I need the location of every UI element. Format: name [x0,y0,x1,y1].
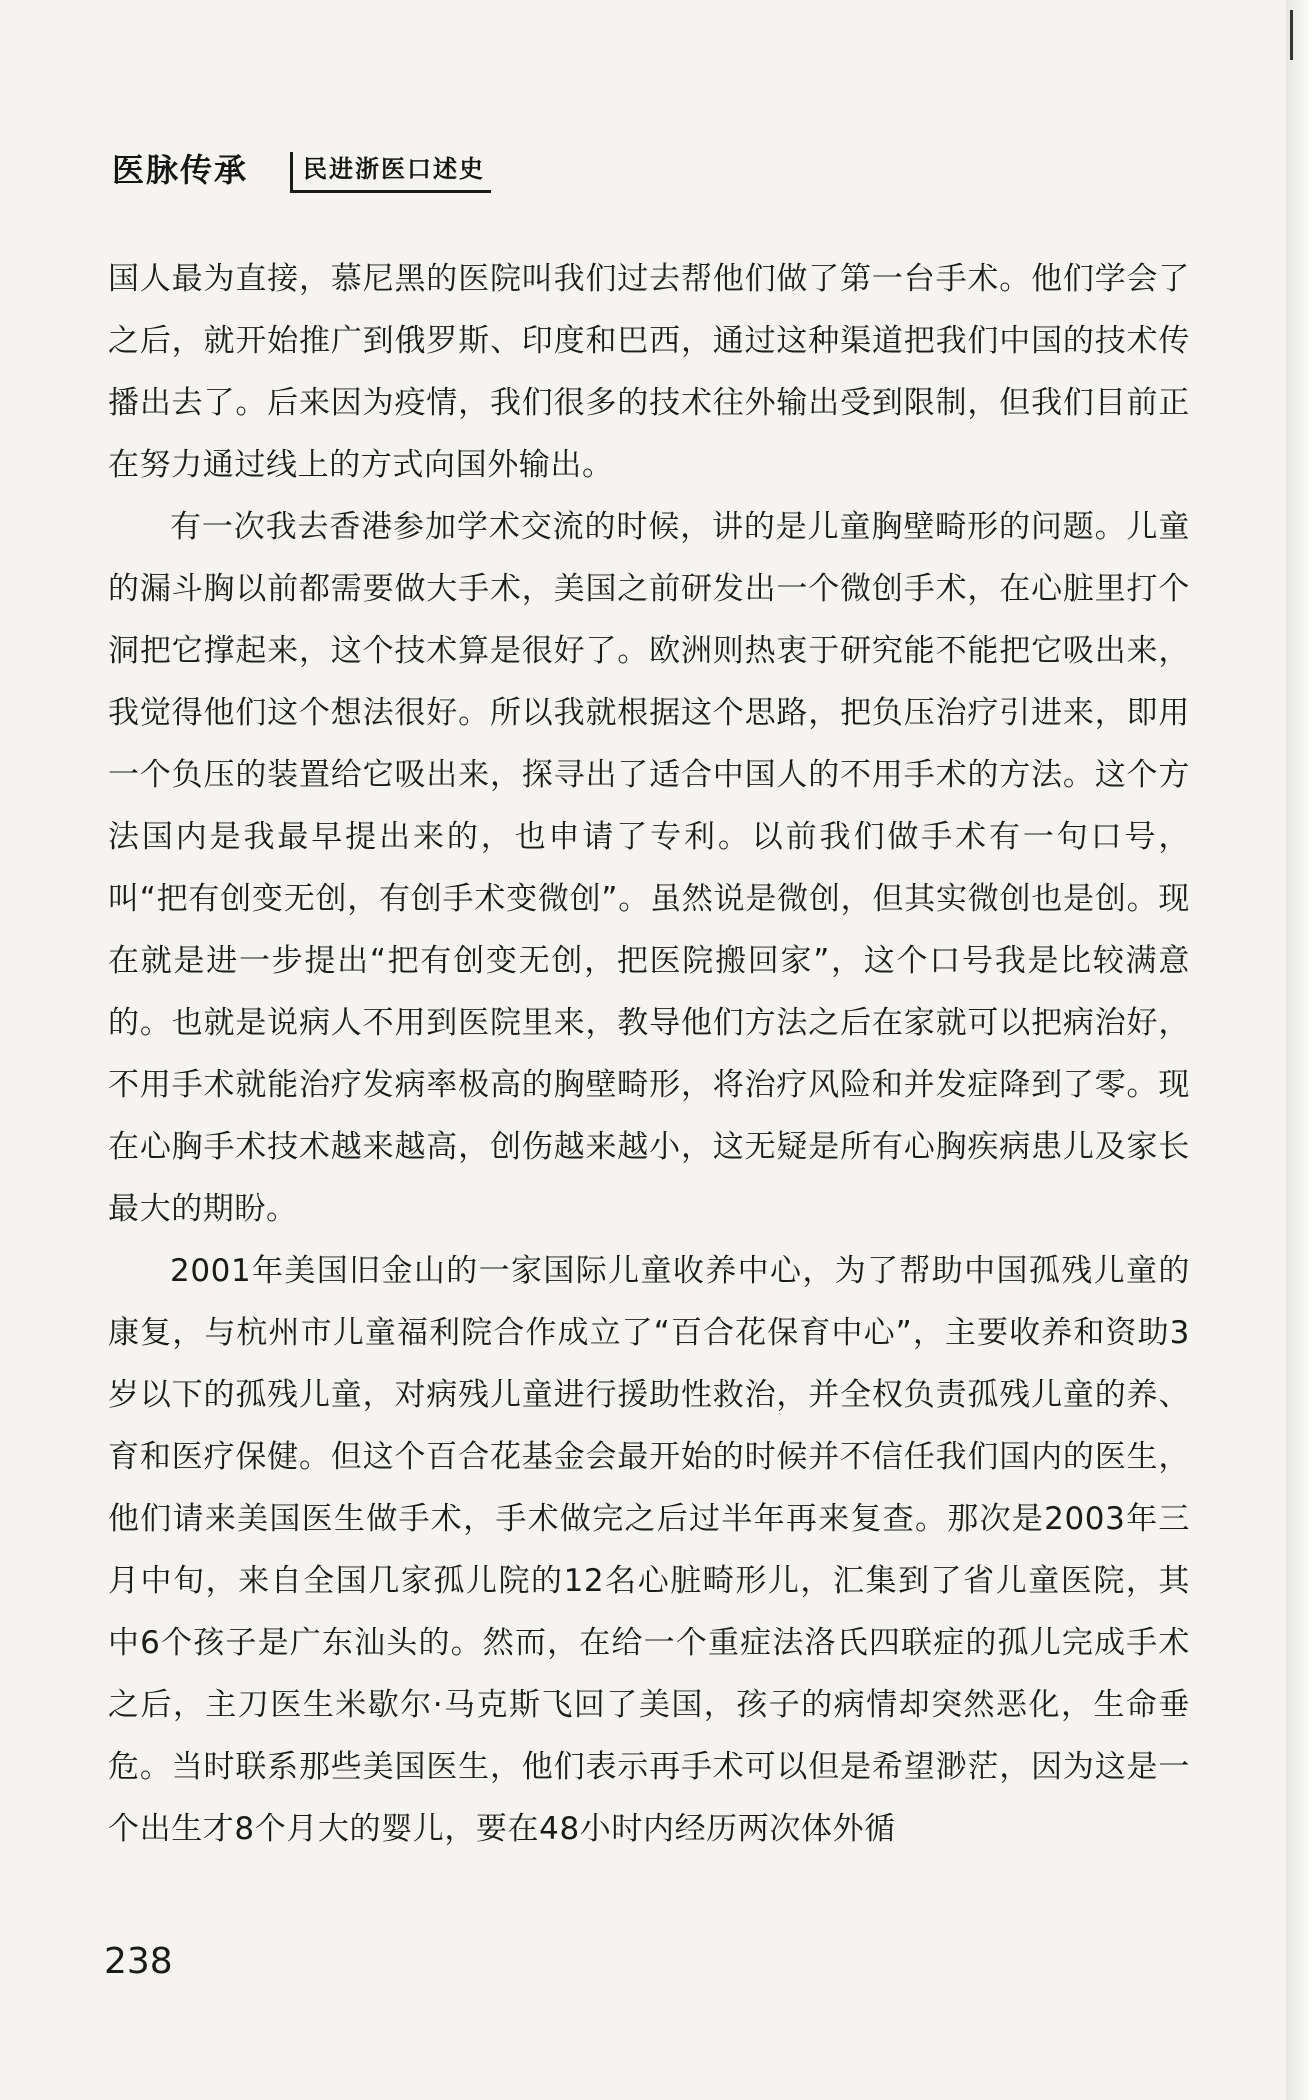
book-title: 医脉传承 [112,151,249,189]
edge-mark [1290,10,1293,60]
body-text [108,248,1190,1860]
paragraph-2: 有一次我去香港参加学术交流的时候，讲的是儿童胸壁畸形的问题。儿童的漏斗胸以前都需要做大手术，美国之前研发出一个微创手术，在心脏里打个洞把它撑起来，这个技术算是很好了。欧洲则热衷于研究能不能把它吸出来，我觉得他们这个想法很好。所以我就根据这个思路，把负压治疗引进来，即用一个负压的装置给它吸出来，探寻出了适合中国人的不用手术的方法。这个方法国内是我最早提出来的，也申请了专利。以前我们做手术有一句口号，叫“把有创变无创，有创手术变微创”。虽然说是微创，但其实微创也是创。现在就是进一步提出“把有创变无创，把医院搬回家”，这个口号我是比较满意的。也就是说病人不用到医院里来，教导他们方法之后在家就可以把病治好，不用手术就能治疗发病率极高的胸壁畸形，将治疗风险和并发症降到了零。现在心胸手术技术越来越高，创伤越来越小，这无疑是所有心胸疾病患儿及家长最大的期盼。 [108,509,1190,1227]
page-number: 238 [104,1941,173,1982]
paragraph-1: 国人最为直接，慕尼黑的医院叫我们过去帮他们做了第一台手术。他们学会了之后，就开始推广到俄罗斯、印度和巴西，通过这种渠道把我们中国的技术传播出去了。后来因为疫情，我们很多的技术往外输出受到限制，但我们目前正在努力通过线上的方式向国外输出。 [108,261,1190,483]
paragraph-3: 2001年美国旧金山的一家国际儿童收养中心，为了帮助中国孤残儿童的康复，与杭州市儿童福利院合作成立了“百合花保育中心”，主要收养和资助3岁以下的孤残儿童，对病残儿童进行援助性救治，并全权负责孤残儿童的养、育和医疗保健。但这个百合花基金会最开始的时候并不信任我们国内的医生，他们请来美国医生做手术，手术做完之后过半年再来复查。那次是2003年三月中旬，来自全国几家孤儿院的12名心脏畸形儿，汇集到了省儿童医院，其中6个孩子是广东汕头的。然而，在给一个重症法洛氏四联症的孤儿完成手术之后，主刀医生米歇尔·马克斯飞回了美国，孩子的病情却突然恶化，生命垂危。当时联系那些美国医生，他们表示再手术可以但是希望渺茫，因为这是一个出生才8个月大的婴儿，要在48小时内经历两次体外循 [108,1253,1190,1847]
page-edge [1286,0,1314,2100]
book-subtitle: 民进浙医口述史 [290,152,491,193]
